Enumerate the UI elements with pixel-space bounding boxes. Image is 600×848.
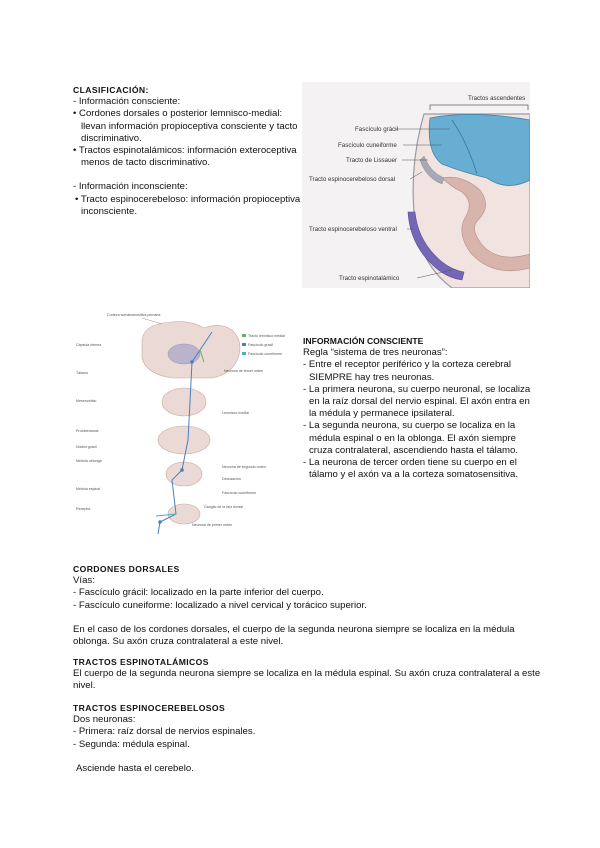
label-fasciculo-cuneiforme: Fascículo cuneiforme (338, 142, 397, 149)
espinocerebelosos-title: TRACTOS ESPINOCEREBELOSOS (73, 703, 226, 713)
info-line-10: - La neurona de tercer orden tiene su cuerpo en el (303, 457, 517, 469)
left-label-3: Mesencéfalo (76, 399, 97, 403)
via-lemnisco-svg (72, 302, 297, 538)
clasificacion-line-6: menos de tacto discriminativo. (81, 157, 211, 169)
figure1-title: Tractos ascendentes (468, 95, 526, 102)
espinocerebelosos-line-3: - Segunda: médula espinal. (73, 738, 190, 750)
medulla-section (166, 462, 202, 486)
info-line-5: en la raíz dorsal del nervio espinal. El axón entra en (309, 396, 530, 408)
label-tracto-lissauer: Tracto de Lissauer (346, 157, 398, 164)
clasificacion-title: CLASIFICACIÓN: (73, 85, 149, 95)
legend-swatch-teal (242, 352, 246, 355)
espinotalamicos-block (73, 656, 540, 693)
espinotalamicos-para-1: El cuerpo de la segunda neurona siempre se localiza en la médula espinal. Su axón cruza contralateral a este (73, 668, 541, 680)
info-consciente-block (303, 335, 530, 481)
label-fasciculo-gracil: Fascículo grácil (355, 126, 398, 133)
pons-section (158, 426, 210, 454)
right-label-6: Ganglio de la raíz dorsal (204, 505, 243, 509)
cordones-block (73, 563, 515, 648)
left-label-8: Receptor (76, 507, 91, 511)
right-label-2: Lemnisco medial (222, 411, 249, 415)
espinocerebelosos-line-1: Dos neuronas: (73, 714, 136, 726)
clasificacion-line-9: inconsciente. (81, 205, 137, 217)
info-line-4: - La primera neurona, su cuerpo neuronal, se localiza (303, 383, 531, 395)
left-label-7: Médula espinal (76, 487, 101, 491)
info-line-9: cruza contralateral, ascendiendo hasta el tálamo. (309, 444, 519, 456)
cordones-line-2: - Fascículo cuneiforme: localizado a nivel cervical y torácico superior. (73, 599, 367, 611)
legend-item-2: Fascículo grácil (248, 343, 273, 347)
label-espinocerebeloso-ventral: Tracto espinocerebeloso ventral (309, 226, 397, 233)
info-line-7: - La segunda neurona, su cuerpo se localiza en la (303, 420, 516, 432)
info-line-3: SIEMPRE hay tres neuronas. (309, 371, 435, 383)
espinocerebelosos-block (73, 702, 255, 775)
clasificacion-line-1: - Información consciente: (73, 96, 181, 108)
espinotalamicos-title: TRACTOS ESPINOTALÁMICOS (73, 657, 209, 667)
cordones-line-1: - Fascículo grácil: localizado en la parte inferior del cuerpo. (73, 587, 324, 599)
clasificacion-block (73, 84, 300, 218)
left-label-6: Médula oblonga (76, 459, 102, 463)
clasificacion-line-8: • Tracto espinocerebeloso: información propioceptiva (75, 193, 301, 205)
espinotalamicos-para-2: nivel. (73, 680, 96, 692)
clasificacion-line-7: - Información inconsciente: (73, 181, 188, 193)
cordones-para-2: oblonga. Su axón cruza contralateral a este nivel. (73, 636, 284, 648)
right-label-4: Decusación (222, 477, 241, 481)
legend-item-3: Fascículo cuneiforme (248, 352, 283, 356)
left-label-2: Tálamo (76, 371, 88, 375)
info-line-1: Regla “sistema de tres neuronas”: (303, 347, 448, 359)
clasificacion-line-4: discriminativo. (81, 132, 142, 144)
cordones-title: CORDONES DORSALES (73, 564, 180, 574)
info-line-2: - Entre el receptor periférico y la corteza cerebral (303, 359, 511, 371)
espinocerebelosos-line-2: - Primera: raíz dorsal de nervios espinales. (73, 726, 256, 738)
right-label-7: Neurona de primer orden (192, 523, 233, 527)
left-label-5: Núcleo grácil (76, 445, 97, 449)
left-label-1: Cápsula interna (76, 343, 102, 347)
label-espinotalamico: Tracto espinotalámico (339, 275, 400, 282)
tractos-ascendentes-svg (302, 82, 530, 288)
cordones-vias: Vías: (73, 575, 95, 587)
legend-swatch-blue (242, 343, 246, 346)
right-label-5: Fascículo cuneiforme (222, 491, 257, 495)
fig2-top-label: Corteza somatosensitiva primaria (107, 313, 161, 317)
legend-swatch-green (242, 334, 246, 337)
info-consciente-title: INFORMACIÓN CONSCIENTE (303, 336, 424, 346)
info-line-11: tálamo y el axón va a la corteza somatosensitiva. (309, 469, 519, 481)
legend-item-1: Tracto lemnisco medial (248, 334, 285, 338)
cordones-para-1: En el caso de los cordones dorsales, el cuerpo de la segunda neurona siempre se localiza en la médula (73, 623, 515, 635)
espinocerebelosos-line-4: Asciende hasta el cerebelo. (76, 762, 194, 774)
midbrain-section (162, 388, 206, 416)
right-label-3: Neurona de segundo orden (222, 465, 266, 469)
clasificacion-line-5: • Tractos espinotalámicos: información exteroceptiva (73, 145, 297, 157)
clasificacion-line-3: llevan información propioceptiva consciente y tacto (81, 120, 298, 132)
figure-tractos-ascendentes (302, 82, 530, 288)
figure-via-lemnisco-medial (72, 302, 297, 538)
right-label-1: Neurona de tercer orden (224, 369, 264, 373)
info-line-8: médula espinal o en la oblonga. El axón siempre (309, 432, 516, 444)
info-line-6: la médula y permanece ipsilateral. (309, 408, 455, 420)
label-espinocerebeloso-dorsal: Tracto espinocerebeloso dorsal (309, 176, 396, 183)
left-label-4: Protuberancia (76, 429, 99, 433)
clasificacion-line-2: • Cordones dorsales o posterior lemnisco-medial: (73, 108, 283, 120)
